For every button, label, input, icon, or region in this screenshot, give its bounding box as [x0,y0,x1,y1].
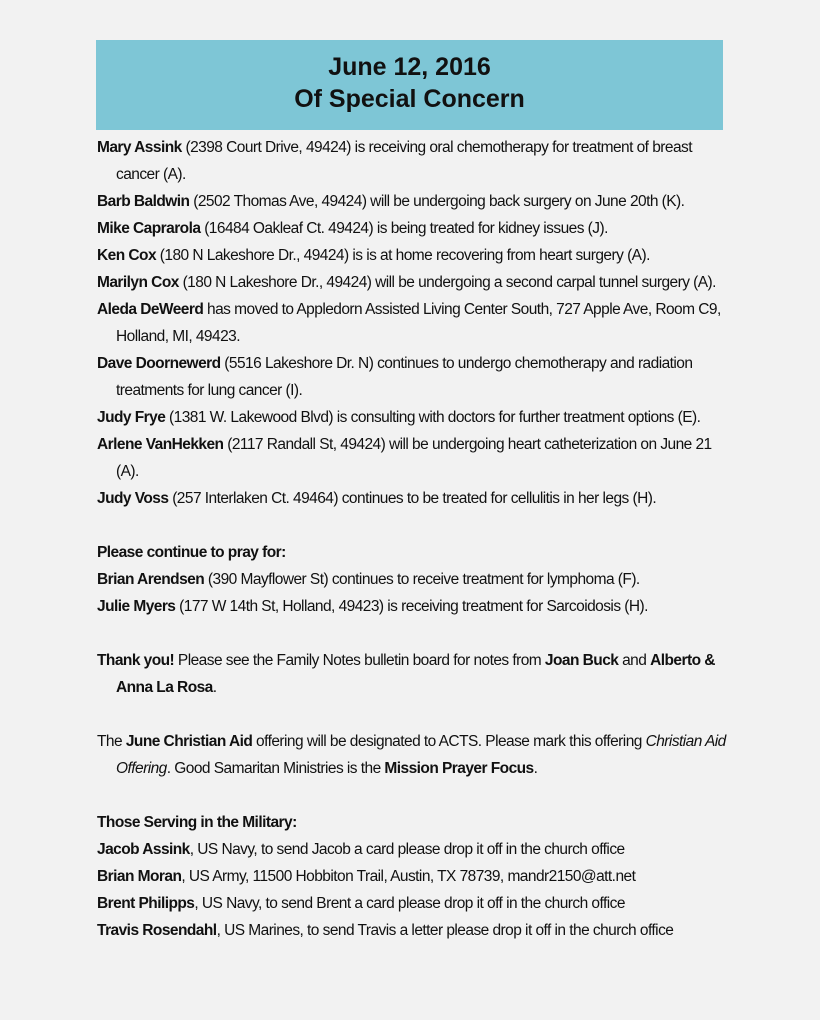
military-entry [97,890,727,917]
section-heading: Please continue to pray for: [97,544,286,561]
header-title: Of Special Concern [294,85,525,113]
person-name: Ken Cox [97,247,157,264]
person-name: Judy Frye [97,409,166,426]
thanks-and: and [618,652,651,669]
spacer [97,620,727,647]
military-entry [97,917,727,944]
entry-text: (1381 W. Lakewood Blvd) is consulting with doctors for further treatment options (E). [165,409,701,426]
aid-text: . Good Samaritan Ministries is the [166,760,385,777]
page-header [96,40,723,130]
thanks-entry [97,647,727,701]
aid-text: offering will be designated to ACTS. Please mark this offering [252,733,646,750]
spacer [97,782,727,809]
aid-text: . [533,760,538,777]
concern-entry [97,431,727,485]
entry-text: (180 N Lakeshore Dr., 49424) is is at home recovering from heart surgery (A). [156,247,650,264]
person-name: Judy Voss [97,490,169,507]
person-name: Dave Doornewerd [97,355,221,372]
concern-entry [97,188,727,215]
entry-text: (180 N Lakeshore Dr., 49424) will be undergoing a second carpal tunnel surgery (A). [178,274,716,291]
person-name: Travis Rosendahl [97,922,217,939]
concern-entry [97,485,727,512]
person-name: Jacob Assink [97,841,190,858]
entry-text: (2398 Court Drive, 49424) is receiving oral chemotherapy for treatment of breast cancer (A). [116,139,692,183]
entry-text: , US Marines, to send Travis a letter please drop it off in the church office [216,922,674,939]
entry-text: , US Navy, to send Jacob a card please drop it off in the church office [189,841,625,858]
military-entry [97,863,727,890]
thanks-name: Alberto & Anna La Rosa [116,652,715,696]
aid-bold: Mission Prayer Focus [384,760,534,777]
entry-text: (177 W 14th St, Holland, 49423) is receiving treatment for Sarcoidosis (H). [175,598,648,615]
concern-entry [97,404,727,431]
thanks-label: Thank you! [97,652,175,669]
entry-text: , US Navy, to send Brent a card please drop it off in the church office [194,895,625,912]
christian-aid-entry [97,728,727,782]
person-name: Aleda DeWeerd [97,301,204,318]
section-heading: Those Serving in the Military: [97,814,297,831]
person-name: Brian Arendsen [97,571,205,588]
entry-text: (2502 Thomas Ave, 49424) will be undergoing back surgery on June 20th (K). [189,193,685,210]
pray-entry [97,566,727,593]
concern-entry [97,296,727,350]
pray-heading [97,539,727,566]
entry-text: (390 Mayflower St) continues to receive treatment for lymphoma (F). [204,571,640,588]
thanks-name: Joan Buck [544,652,619,669]
bulletin-content [97,134,727,944]
concern-entry [97,242,727,269]
concern-entry [97,350,727,404]
header-date: June 12, 2016 [328,53,491,81]
military-entry [97,836,727,863]
entry-text: has moved to Appledorn Assisted Living Center South, 727 Apple Ave, Room C9, Holland, MI, 49423. [116,301,721,345]
entry-text: (5516 Lakeshore Dr. N) continues to undergo chemotherapy and radiation treatments for lung cancer (I). [116,355,693,399]
entry-text: (257 Interlaken Ct. 49464) continues to be treated for cellulitis in her legs (H). [168,490,657,507]
person-name: Barb Baldwin [97,193,190,210]
concern-entry [97,134,727,188]
spacer [97,701,727,728]
person-name: Marilyn Cox [97,274,179,291]
spacer [97,512,727,539]
person-name: Brent Philipps [97,895,195,912]
person-name: Julie Myers [97,598,176,615]
thanks-text: Please see the Family Notes bulletin board for notes from [174,652,545,669]
thanks-end: . [212,679,217,696]
aid-bold: June Christian Aid [125,733,253,750]
person-name: Arlene VanHekken [97,436,224,453]
aid-text: The [97,733,126,750]
person-name: Mike Caprarola [97,220,201,237]
concern-entry [97,215,727,242]
military-heading [97,809,727,836]
concern-entry [97,269,727,296]
entry-text: (16484 Oakleaf Ct. 49424) is being treated for kidney issues (J). [200,220,608,237]
person-name: Mary Assink [97,139,182,156]
entry-text: (2117 Randall St, 49424) will be undergoing heart catheterization on June 21 (A). [116,436,712,480]
pray-entry [97,593,727,620]
entry-text: , US Army, 11500 Hobbiton Trail, Austin, TX 78739, mandr2150@att.net [181,868,636,885]
person-name: Brian Moran [97,868,182,885]
aid-italic: Christian Aid Offering [116,733,726,777]
